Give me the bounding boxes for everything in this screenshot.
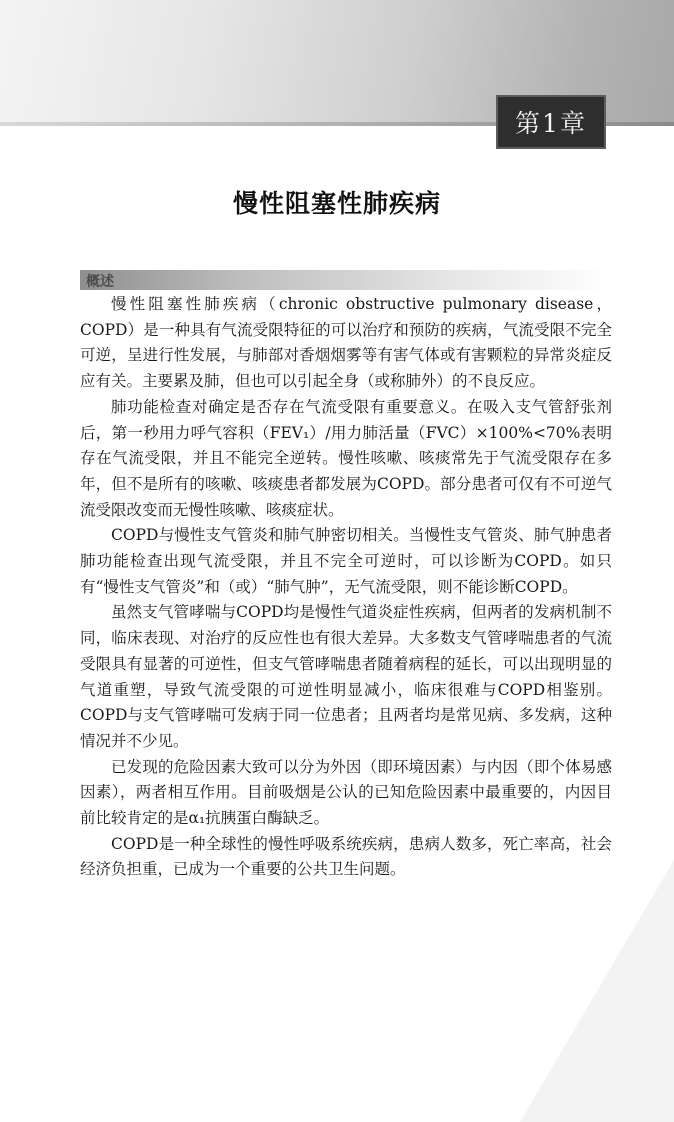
section-heading-bar bbox=[80, 270, 610, 290]
page-title: 慢性阻塞性肺疾病 bbox=[232, 189, 441, 218]
chapter-label: 第1章 bbox=[515, 109, 587, 138]
paragraph-lung-function: 肺功能检查对确定是否存在气流受限有重要意义。在吸入支气管舒张剂后，第一秒用力呼气容积（FEV₁）/用力肺活量（FVC）×100%<70%表明存在气流受限，并且不能完全逆转。慢性咳嗽、咳痰常先于气流受限存在多年，但不是所有的咳嗽、咳痰患者都发展为COPD。部分患者可仅有不可逆气流受限改变而无慢性咳嗽、咳痰症状。 bbox=[80, 397, 612, 519]
body-text bbox=[80, 292, 612, 883]
paragraph-risk-factors: 已发现的危险因素大致可以分为外因（即环境因素）与内因（即个体易感因素），两者相互作用。目前吸烟是公认的已知危险因素中最重要的，内因目前比较肯定的是α₁抗胰蛋白酶缺乏。 bbox=[80, 757, 612, 828]
paragraph-bronchitis-emphysema: COPD与慢性支气管炎和肺气肿密切相关。当慢性支气管炎、肺气肿患者肺功能检查出现气流受限，并且不完全可逆时，可以诊断为COPD。如只有“慢性支气管炎”和（或）“肺气肿”，无气流受限，则不能诊断COPD。 bbox=[80, 526, 612, 596]
section-heading: 概述 bbox=[86, 274, 114, 290]
corner-watermark-shape bbox=[520, 860, 674, 1122]
paragraph-asthma: 虽然支气管哮喘与COPD均是慢性气道炎症性疾病，但两者的发病机制不同，临床表现、对治疗的反应性也有很大差异。大多数支气管哮喘患者的气流受限具有显著的可逆性，但支气管哮喘患者随着病程的延长，可以出现明显的气道重塑，导致气流受限的可逆性明显减小，临床很难与COPD相鉴别。COPD与支气管哮喘可发病于同一位患者；且两者均是常见病、多发病，这种情况并不少见。 bbox=[80, 603, 612, 750]
paragraph-definition: 慢性阻塞性肺疾病（chronic obstructive pulmonary disease，COPD）是一种具有气流受限特征的可以治疗和预防的疾病，气流受限不完全可逆，呈进行性发展，与肺部对香烟烟雾等有害气体或有害颗粒的异常炎症反应有关。主要累及肺，但也可以引起全身（或称肺外）的不良反应。 bbox=[80, 295, 612, 391]
chapter-badge bbox=[496, 95, 606, 149]
paragraph-public-health: COPD是一种全球性的慢性呼吸系统疾病，患病人数多，死亡率高，社会经济负担重，已成为一个重要的公共卫生问题。 bbox=[80, 834, 612, 879]
